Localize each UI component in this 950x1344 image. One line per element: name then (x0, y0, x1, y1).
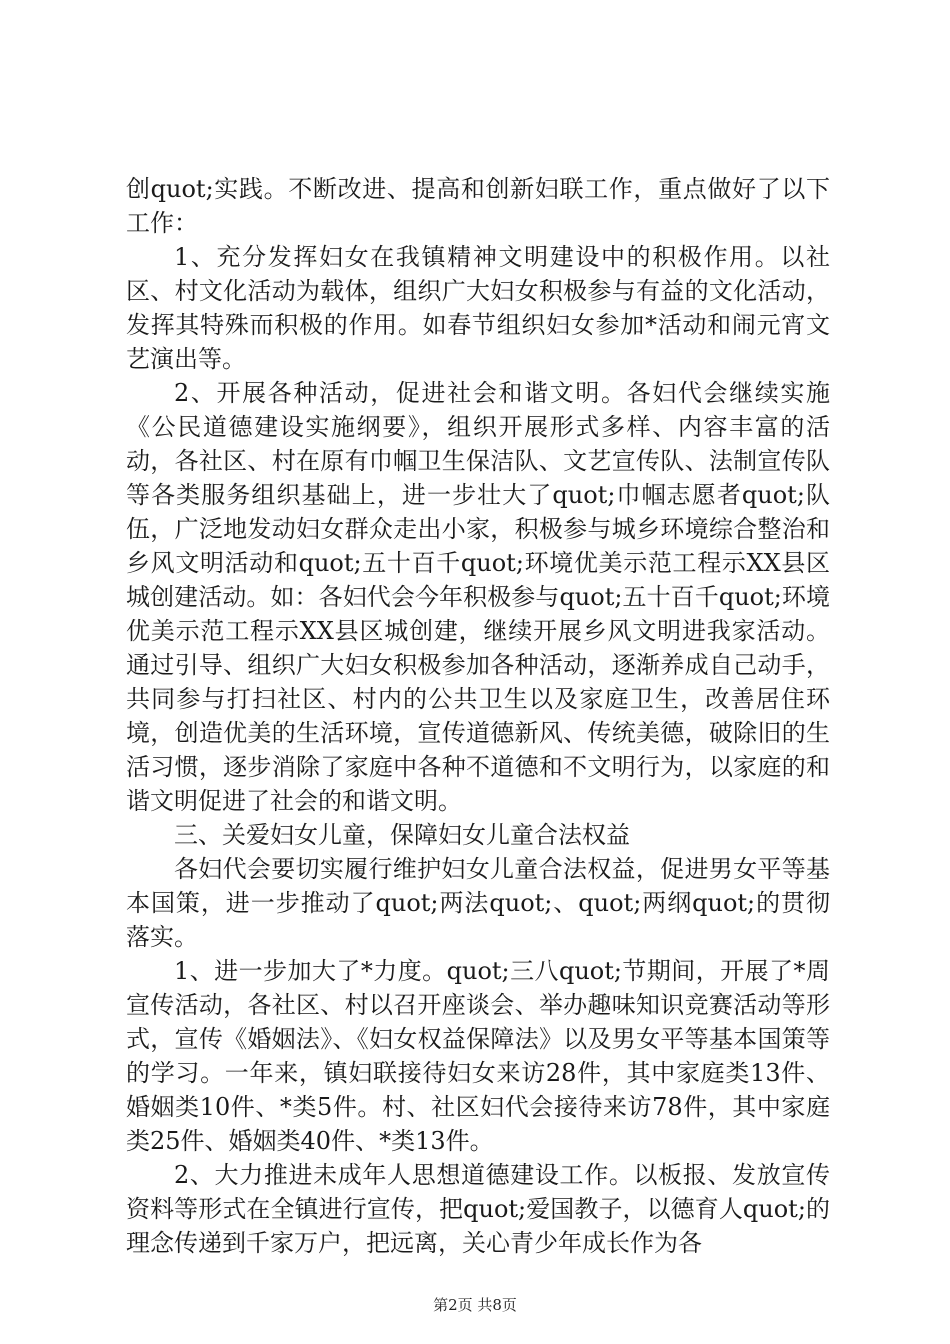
paragraph-continuation: 创quot;实践。不断改进、提高和创新妇联工作，重点做好了以下工作： (126, 175, 830, 237)
paragraph-item-1-rights: 1、进一步加大了*力度。quot;三八quot;节期间，开展了*周宣传活动，各社区、村以召开座谈会、举办趣味知识竞赛活动等形式，宣传《婚姻法》、《妇女权益保障法》以及男女平等基本国策等的学习。一年来，镇妇联接待妇女来访28件，其中家庭类13件、婚姻类10件、*类5件。村、社区妇代会接待来访78件，其中家庭类25件、婚姻类40件、*类13件。 (126, 957, 830, 1155)
paragraph-section-intro: 各妇代会要切实履行维护妇女儿童合法权益，促进男女平等基本国策，进一步推动了quot;两法quot;、quot;两纲quot;的贯彻落实。 (126, 855, 830, 951)
section-heading: 三、关爱妇女儿童，保障妇女儿童合法权益 (174, 821, 630, 849)
paragraph-item-2: 2、开展各种活动，促进社会和谐文明。各妇代会继续实施《公民道德建设实施纲要》，组织开展形式多样、内容丰富的活动，各社区、村在原有巾帼卫生保洁队、文艺宣传队、法制宣传队等各类服务组织基础上，进一步壮大了quot;巾帼志愿者quot;队伍，广泛地发动妇女群众走出小家，积极参与城乡环境综合整治和乡风文明活动和quot;五十百千quot;环境优美示范工程示XX县区城创建活动。如：各妇代会今年积极参与quot;五十百千quot;环境优美示范工程示XX县区城创建，继续开展乡风文明进我家活动。通过引导、组织广大妇女积极参加各种活动，逐渐养成自己动手，共同参与打扫社区、村内的公共卫生以及家庭卫生，改善居住环境，创造优美的生活环境，宣传道德新风、传统美德，破除旧的生活习惯，逐步消除了家庭中各种不道德和不文明行为，以家庭的和谐文明促进了社会的和谐文明。 (126, 379, 830, 815)
document-body (126, 172, 830, 1260)
paragraph-item-2-minors: 2、大力推进未成年人思想道德建设工作。以板报、发放宣传资料等形式在全镇进行宣传，把quot;爱国教子，以德育人quot;的理念传递到千家万户，把远离，关心青少年成长作为各 (126, 1161, 830, 1257)
paragraph-item-1: 1、充分发挥妇女在我镇精神文明建设中的积极作用。以社区、村文化活动为载体，组织广大妇女积极参与有益的文化活动，发挥其特殊而积极的作用。如春节组织妇女参加*活动和闹元宵文艺演出等。 (126, 243, 830, 373)
page-footer: 第2页 共8页 (433, 1296, 517, 1314)
